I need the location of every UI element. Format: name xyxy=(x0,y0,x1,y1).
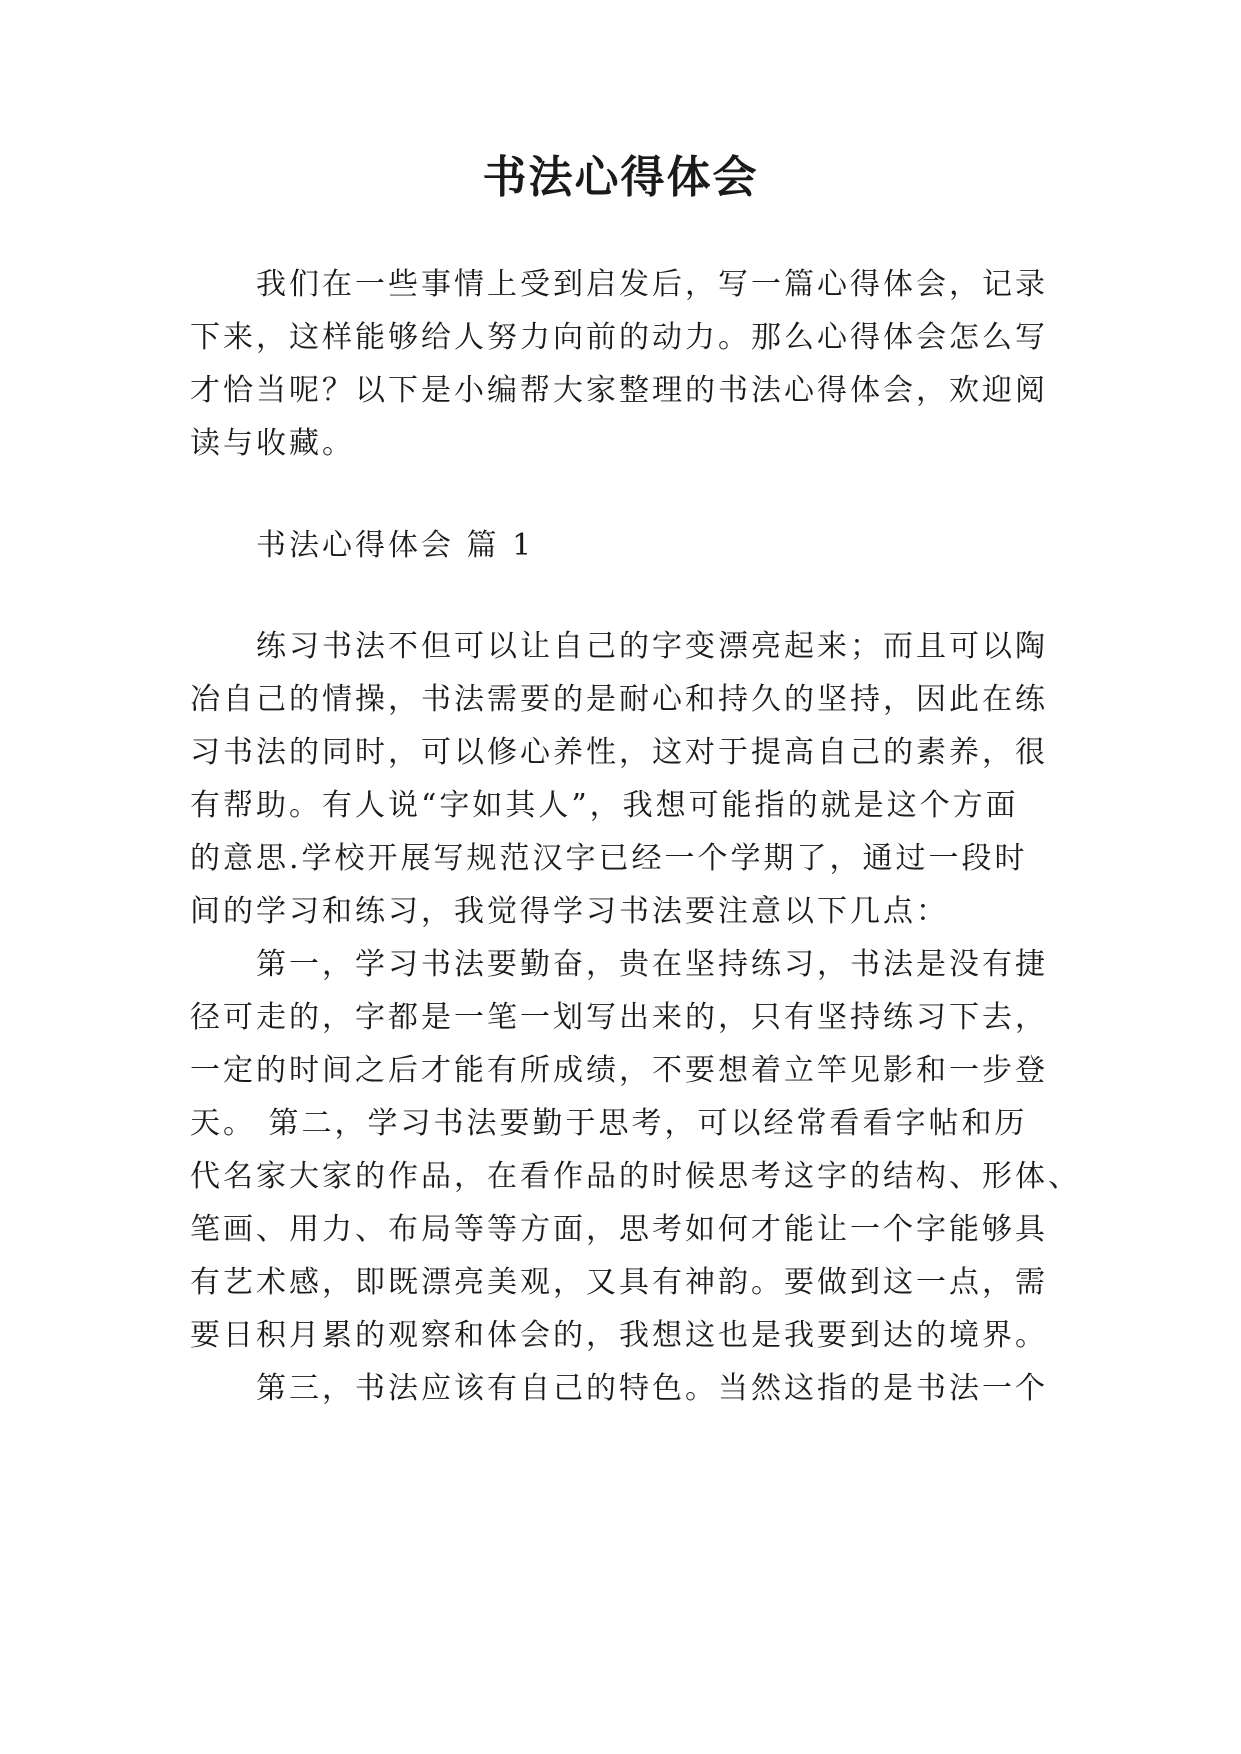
body-line: 第一，学习书法要勤奋，贵在坚持练习，书法是没有捷 xyxy=(256,947,1048,982)
body-line: 第三，书法应该有自己的特色。当然这指的是书法一个 xyxy=(256,1371,1048,1406)
document-title: 书法心得体会 xyxy=(482,152,759,203)
body-line: 代名家大家的作品，在看作品的时候思考这字的结构、形体、 xyxy=(190,1159,1081,1194)
body-line: 有艺术感，即既漂亮美观，又具有神韵。要做到这一点，需 xyxy=(190,1265,1048,1300)
body-line: 天。 第二，学习书法要勤于思考，可以经常看看字帖和历 xyxy=(190,1106,1028,1141)
intro-line: 下来，这样能够给人努力向前的动力。那么心得体会怎么写 xyxy=(190,320,1048,355)
body-line: 径可走的，字都是一笔一划写出来的，只有坚持练习下去， xyxy=(190,1000,1048,1035)
body-line: 笔画、用力、布局等等方面，思考如何才能让一个字能够具 xyxy=(190,1212,1048,1247)
section-heading: 书法心得体会 篇 1 xyxy=(256,528,535,563)
body-line: 习书法的同时，可以修心养性，这对于提高自己的素养，很 xyxy=(190,735,1048,770)
body-line: 练习书法不但可以让自己的字变漂亮起来；而且可以陶 xyxy=(256,629,1048,664)
intro-line: 才恰当呢？以下是小编帮大家整理的书法心得体会，欢迎阅 xyxy=(190,373,1048,408)
body-line: 间的学习和练习，我觉得学习书法要注意以下几点： xyxy=(190,894,949,929)
body-line: 有帮助。有人说“字如其人”，我想可能指的就是这个方面 xyxy=(190,788,1019,823)
body-line: 冶自己的情操，书法需要的是耐心和持久的坚持，因此在练 xyxy=(190,682,1048,717)
intro-line: 我们在一些事情上受到启发后，写一篇心得体会，记录 xyxy=(256,267,1048,302)
body-line: 要日积月累的观察和体会的，我想这也是我要到达的境界。 xyxy=(190,1318,1048,1353)
body-line: 的意思.学校开展写规范汉字已经一个学期了，通过一段时 xyxy=(190,841,1028,876)
body-line: 一定的时间之后才能有所成绩，不要想着立竿见影和一步登 xyxy=(190,1053,1048,1088)
intro-line: 读与收藏。 xyxy=(190,426,355,461)
